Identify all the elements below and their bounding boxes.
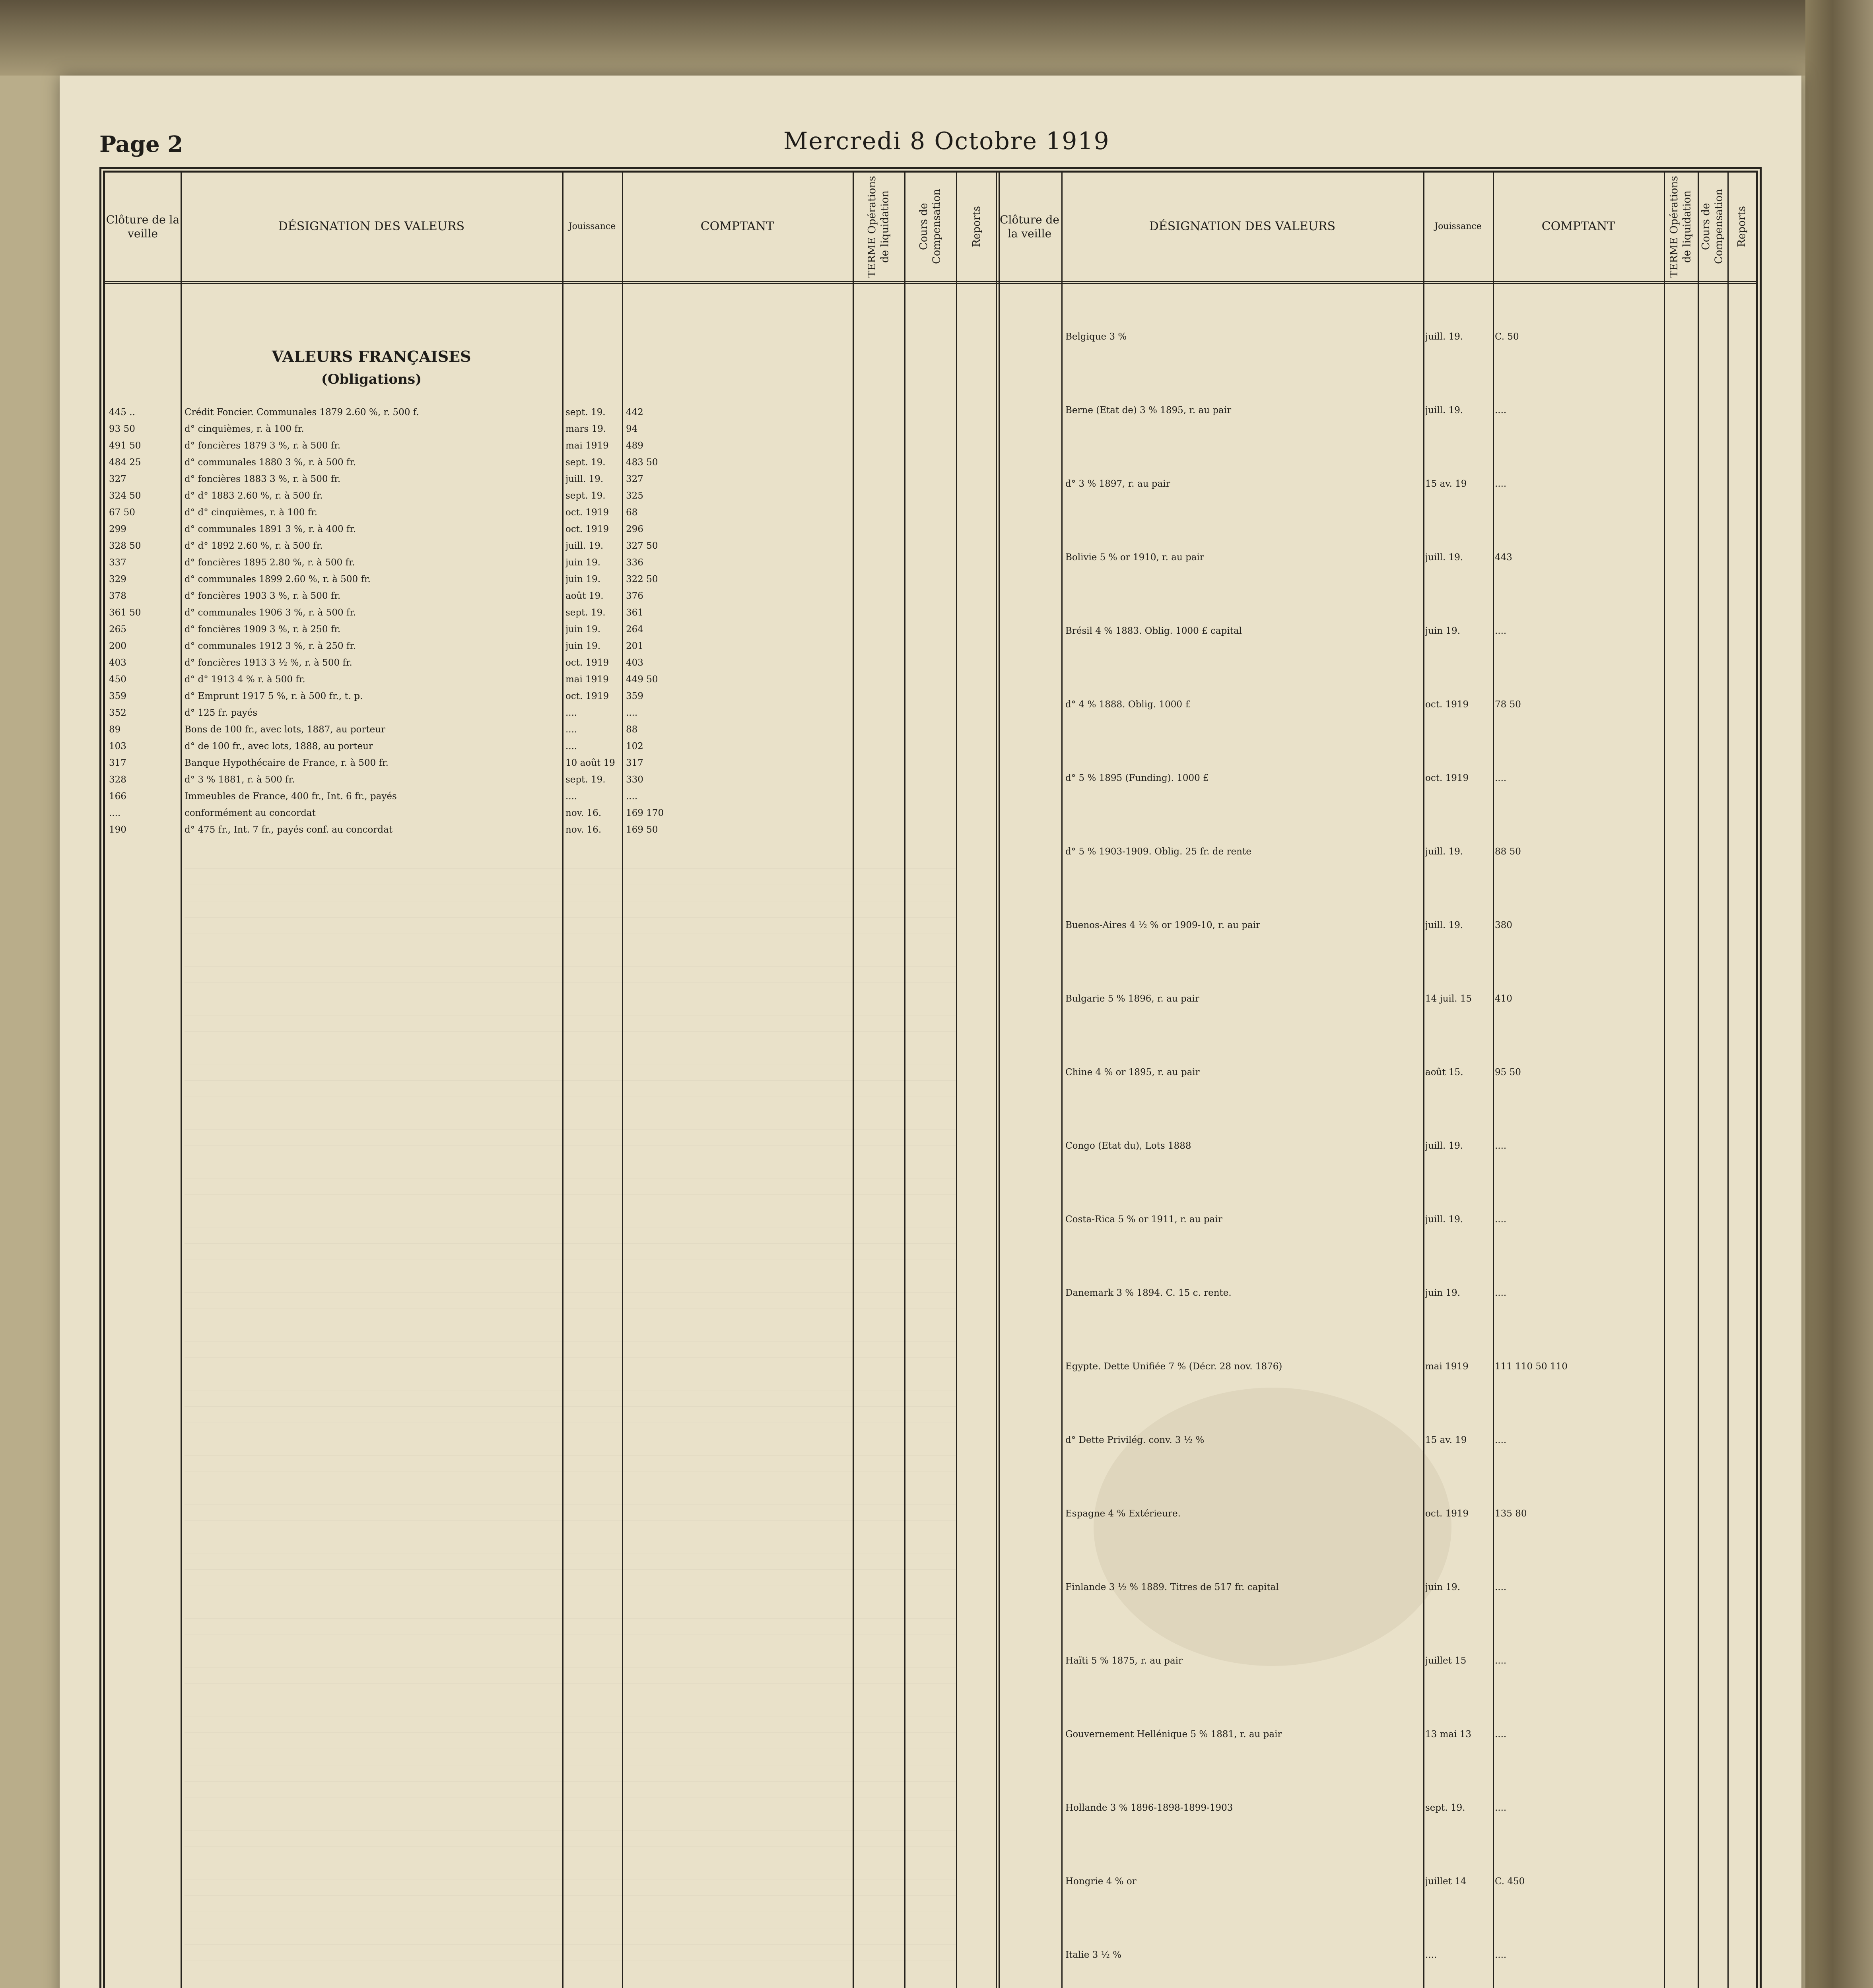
paper-stain — [1094, 1388, 1451, 1666]
cloture-cell: 200 — [109, 641, 126, 651]
col-reports-left-label: Reports — [971, 206, 983, 247]
designation-cell: d° communales 1906 3 %, r. à 500 fr. — [185, 608, 356, 618]
comptant-cell: 317 — [626, 758, 643, 768]
designation-cell: d° foncières 1895 2.80 %, r. à 500 fr. — [185, 557, 355, 568]
right-rows — [998, 332, 1757, 1988]
table-row — [105, 658, 996, 668]
comptant-cell: 94 — [626, 424, 638, 434]
comptant-cell: 169 50 — [626, 825, 658, 835]
jouissance-cell: nov. 16. — [565, 825, 602, 835]
table-row — [105, 524, 996, 534]
col-cloture-left: Clôture de la veille — [105, 173, 181, 284]
comptant-cell: .... — [1495, 1729, 1507, 1740]
jouissance-cell: .... — [565, 708, 577, 718]
comptant-cell: 296 — [626, 524, 643, 534]
comptant-cell: 442 — [626, 407, 643, 417]
designation-cell: d° communales 1880 3 %, r. à 500 fr. — [185, 457, 356, 468]
designation-cell: d° foncières 1883 3 %, r. à 500 fr. — [185, 474, 341, 484]
table-row — [105, 491, 996, 501]
table-row — [105, 441, 996, 451]
comptant-cell: 410 — [1495, 994, 1512, 1004]
jouissance-cell: sept. 19. — [565, 407, 606, 417]
jouissance-cell: juill. 19. — [1425, 1214, 1463, 1225]
designation-cell: d° de 100 fr., avec lots, 1888, au porteur — [185, 741, 373, 751]
quotation-table — [99, 167, 1762, 1988]
designation-cell: d° 475 fr., Int. 7 fr., payés conf. au concordat — [185, 825, 393, 835]
col-jouissance-left: Jouissance — [562, 173, 622, 284]
cloture-cell: 67 50 — [109, 507, 135, 518]
jouissance-cell: mai 1919 — [565, 674, 609, 685]
jouissance-cell: août 15. — [1425, 1067, 1463, 1077]
jouissance-cell: juin 19. — [565, 574, 601, 584]
cloture-cell: 299 — [109, 524, 126, 534]
comptant-cell: 336 — [626, 557, 643, 568]
col-cloture-right: Clôture de la veille — [998, 173, 1061, 284]
page-header — [99, 123, 1762, 159]
jouissance-cell: juillet 15 — [1425, 1656, 1467, 1666]
comptant-cell: .... — [1495, 1803, 1507, 1813]
comptant-cell: 325 — [626, 491, 643, 501]
comptant-cell: 361 — [626, 608, 643, 618]
table-row — [105, 507, 996, 518]
table-row — [998, 479, 1757, 489]
designation-cell: Espagne 4 % Extérieure. — [1065, 1508, 1181, 1519]
jouissance-cell: sept. 19. — [565, 775, 606, 785]
comptant-cell: 330 — [626, 775, 643, 785]
jouissance-cell: juin 19. — [565, 624, 601, 635]
col-cours-left-label: Cours de Compensation — [917, 189, 942, 264]
designation-cell: Bons de 100 fr., avec lots, 1887, au porteur — [185, 724, 386, 735]
cloture-cell: .... — [109, 808, 121, 818]
designation-cell: Bulgarie 5 % 1896, r. au pair — [1065, 994, 1199, 1004]
table-row — [998, 332, 1757, 342]
table-row — [105, 407, 996, 417]
cloture-cell: 378 — [109, 591, 126, 601]
table-row — [998, 1876, 1757, 1887]
table-row — [105, 457, 996, 468]
designation-cell: d° Emprunt 1917 5 %, r. à 500 fr., t. p. — [185, 691, 363, 701]
cloture-cell: 445 .. — [109, 407, 135, 417]
comptant-cell: 327 — [626, 474, 643, 484]
comptant-cell: .... — [1495, 1435, 1507, 1445]
jouissance-cell: juin 19. — [1425, 1582, 1461, 1592]
comptant-cell: .... — [1495, 405, 1507, 415]
cloture-cell: 324 50 — [109, 491, 141, 501]
cloture-cell: 327 — [109, 474, 126, 484]
jouissance-cell: oct. 1919 — [1425, 773, 1469, 783]
col-reports-right — [1727, 173, 1756, 284]
designation-cell: d° d° 1892 2.60 %, r. à 500 fr. — [185, 541, 323, 551]
table-row — [998, 626, 1757, 636]
jouissance-cell: sept. 19. — [565, 608, 606, 618]
cloture-cell: 328 — [109, 775, 126, 785]
comptant-cell: 359 — [626, 691, 643, 701]
designation-cell: d° communales 1891 3 %, r. à 400 fr. — [185, 524, 356, 534]
comptant-cell: 380 — [1495, 920, 1512, 930]
designation-cell: Immeubles de France, 400 fr., Int. 6 fr., payés — [185, 791, 397, 802]
jouissance-cell: 15 av. 19 — [1425, 1435, 1467, 1445]
designation-cell: Chine 4 % or 1895, r. au pair — [1065, 1067, 1200, 1077]
jouissance-cell: 15 av. 19 — [1425, 479, 1467, 489]
comptant-cell: 102 — [626, 741, 643, 751]
table-row — [998, 846, 1757, 857]
designation-cell: Crédit Foncier. Communales 1879 2.60 %, r. 500 f. — [185, 407, 419, 417]
jouissance-cell: 14 juil. 15 — [1425, 994, 1472, 1004]
designation-cell: d° 3 % 1897, r. au pair — [1065, 479, 1170, 489]
designation-cell: Berne (Etat de) 3 % 1895, r. au pair — [1065, 405, 1232, 415]
designation-cell: d° communales 1912 3 %, r. à 250 fr. — [185, 641, 356, 651]
comptant-cell: .... — [1495, 1141, 1507, 1151]
table-row — [998, 1214, 1757, 1225]
jouissance-cell: août 19. — [565, 591, 604, 601]
jouissance-cell: oct. 1919 — [565, 524, 609, 534]
cloture-cell: 329 — [109, 574, 126, 584]
jouissance-cell: juill. 19. — [1425, 332, 1463, 342]
table-row — [998, 994, 1757, 1004]
designation-cell: d° 5 % 1895 (Funding). 1000 £ — [1065, 773, 1209, 783]
designation-cell: Congo (Etat du), Lots 1888 — [1065, 1141, 1191, 1151]
table-row — [105, 775, 996, 785]
cloture-cell: 491 50 — [109, 441, 141, 451]
cloture-cell: 352 — [109, 708, 126, 718]
col-terme-left-label: TERME Opérations de liquidation — [866, 176, 891, 278]
designation-cell: d° Dette Privilég. conv. 3 ½ % — [1065, 1435, 1205, 1445]
table-row — [998, 1288, 1757, 1298]
table-row — [998, 699, 1757, 710]
designation-cell: conformément au concordat — [185, 808, 316, 818]
comptant-cell: .... — [1495, 1950, 1507, 1960]
comptant-cell: .... — [1495, 1214, 1507, 1225]
jouissance-cell: sept. 19. — [1425, 1803, 1465, 1813]
designation-cell: d° foncières 1903 3 %, r. à 500 fr. — [185, 591, 341, 601]
scan-binding-edge — [1805, 0, 1873, 1988]
table-row — [105, 624, 996, 635]
designation-cell: Egypte. Dette Unifiée 7 % (Décr. 28 nov. 1876) — [1065, 1361, 1282, 1372]
comptant-cell: 68 — [626, 507, 638, 518]
col-cours-right — [1698, 173, 1727, 284]
section-obligations: (Obligations) — [321, 371, 422, 387]
comptant-cell: .... — [626, 708, 638, 718]
comptant-cell: .... — [1495, 1656, 1507, 1666]
table-row — [105, 825, 996, 835]
designation-cell: d° foncières 1913 3 ½ %, r. à 500 fr. — [185, 658, 352, 668]
designation-cell: Finlande 3 ½ % 1889. Titres de 517 fr. capital — [1065, 1582, 1279, 1592]
scan-top-edge — [0, 0, 1805, 76]
designation-cell: Bolivie 5 % or 1910, r. au pair — [1065, 552, 1204, 563]
jouissance-cell: juill. 19. — [1425, 552, 1463, 563]
cloture-cell: 450 — [109, 674, 126, 685]
table-row — [105, 724, 996, 735]
table-row — [998, 552, 1757, 563]
jouissance-cell: juin 19. — [565, 557, 601, 568]
table-row — [105, 691, 996, 701]
table-row — [998, 405, 1757, 415]
comptant-cell: C. 50 — [1495, 332, 1519, 342]
col-designation-right: DÉSIGNATION DES VALEURS — [1061, 173, 1423, 284]
jouissance-cell: .... — [565, 791, 577, 802]
cloture-cell: 361 50 — [109, 608, 141, 618]
comptant-cell: C. 450 — [1495, 1876, 1525, 1887]
table-row — [105, 641, 996, 651]
page-number: Page 2 — [99, 131, 183, 157]
jouissance-cell: juin 19. — [1425, 626, 1461, 636]
designation-cell: d° 4 % 1888. Oblig. 1000 £ — [1065, 699, 1191, 710]
table-row — [105, 741, 996, 751]
jouissance-cell: juill. 19. — [1425, 846, 1463, 857]
cloture-cell: 328 50 — [109, 541, 141, 551]
table-row — [998, 1067, 1757, 1077]
cloture-cell: 359 — [109, 691, 126, 701]
col-cours-right-label: Cours de Compensation — [1700, 189, 1725, 264]
designation-cell: Belgique 3 % — [1065, 332, 1127, 342]
cloture-cell: 403 — [109, 658, 126, 668]
col-reports-left — [956, 173, 998, 284]
col-jouissance-right: Jouissance — [1423, 173, 1493, 284]
jouissance-cell: juin 19. — [565, 641, 601, 651]
jouissance-cell: mai 1919 — [1425, 1361, 1469, 1372]
designation-cell: Banque Hypothécaire de France, r. à 500 fr. — [185, 758, 389, 768]
section-valeurs-francaises: VALEURS FRANÇAISES — [272, 348, 471, 365]
jouissance-cell: .... — [565, 724, 577, 735]
jouissance-cell: .... — [1425, 1950, 1437, 1960]
designation-cell: Hongrie 4 % or — [1065, 1876, 1137, 1887]
table-row — [105, 608, 996, 618]
comptant-cell: 264 — [626, 624, 643, 635]
table-row — [105, 791, 996, 802]
jouissance-cell: juill. 19. — [1425, 1141, 1463, 1151]
table-row — [105, 591, 996, 601]
left-dense-listing — [185, 852, 956, 1988]
designation-cell: d° 3 % 1881, r. à 500 fr. — [185, 775, 295, 785]
designation-cell: Brésil 4 % 1883. Oblig. 1000 £ capital — [1065, 626, 1242, 636]
jouissance-cell: juillet 14 — [1425, 1876, 1467, 1887]
designation-cell: Haïti 5 % 1875, r. au pair — [1065, 1656, 1183, 1666]
comptant-cell: 327 50 — [626, 541, 658, 551]
comptant-cell: 111 110 50 110 — [1495, 1361, 1568, 1372]
jouissance-cell: juill. 19. — [565, 474, 604, 484]
table-row — [105, 424, 996, 434]
designation-cell: Italie 3 ½ % — [1065, 1950, 1122, 1960]
jouissance-cell: mars 19. — [565, 424, 606, 434]
table-row — [105, 674, 996, 685]
col-comptant-right: COMPTANT — [1493, 173, 1664, 284]
designation-cell: Buenos-Aires 4 ½ % or 1909-10, r. au pair — [1065, 920, 1261, 930]
cloture-cell: 190 — [109, 825, 126, 835]
comptant-cell: 78 50 — [1495, 699, 1521, 710]
comptant-cell: 449 50 — [626, 674, 658, 685]
cloture-cell: 89 — [109, 724, 121, 735]
table-row — [998, 1803, 1757, 1813]
comptant-cell: .... — [1495, 479, 1507, 489]
designation-cell: d° foncières 1909 3 %, r. à 250 fr. — [185, 624, 341, 635]
comptant-cell: 489 — [626, 441, 643, 451]
col-terme-right — [1664, 173, 1698, 284]
jouissance-cell: 10 août 19 — [565, 758, 615, 768]
jouissance-cell: mai 1919 — [565, 441, 609, 451]
jouissance-cell: oct. 1919 — [565, 691, 609, 701]
table-row — [998, 1361, 1757, 1372]
table-row — [105, 758, 996, 768]
jouissance-cell: juill. 19. — [1425, 920, 1463, 930]
col-cours-left — [904, 173, 956, 284]
table-row — [998, 1729, 1757, 1740]
designation-cell: d° d° 1913 4 % r. à 500 fr. — [185, 674, 305, 685]
newspaper-page — [60, 76, 1801, 1988]
comptant-cell: .... — [1495, 1288, 1507, 1298]
jouissance-cell: juill. 19. — [1425, 405, 1463, 415]
designation-cell: d° d° cinquièmes, r. à 100 fr. — [185, 507, 318, 518]
comptant-cell: 483 50 — [626, 457, 658, 468]
table-row — [105, 557, 996, 568]
table-row — [105, 708, 996, 718]
jouissance-cell: .... — [565, 741, 577, 751]
comptant-cell: 88 50 — [1495, 846, 1521, 857]
comptant-cell: 135 80 — [1495, 1508, 1527, 1519]
designation-cell: Costa-Rica 5 % or 1911, r. au pair — [1065, 1214, 1222, 1225]
table-row — [105, 474, 996, 484]
col-reports-right-label: Reports — [1735, 206, 1748, 247]
col-comptant-left: COMPTANT — [622, 173, 853, 284]
jouissance-cell: sept. 19. — [565, 457, 606, 468]
designation-cell: Gouvernement Hellénique 5 % 1881, r. au pair — [1065, 1729, 1282, 1740]
jouissance-cell: nov. 16. — [565, 808, 602, 818]
table-row — [998, 1141, 1757, 1151]
comptant-cell: 376 — [626, 591, 643, 601]
designation-cell: d° 125 fr. payés — [185, 708, 258, 718]
comptant-cell: 169 170 — [626, 808, 664, 818]
comptant-cell: 88 — [626, 724, 638, 735]
col-designation-left: DÉSIGNATION DES VALEURS — [181, 173, 562, 284]
cloture-cell: 337 — [109, 557, 126, 568]
table-row — [105, 574, 996, 584]
col-terme-right-label: TERME Opérations de liquidation — [1668, 176, 1693, 278]
comptant-cell: .... — [1495, 1582, 1507, 1592]
cloture-cell: 265 — [109, 624, 126, 635]
jouissance-cell: oct. 1919 — [565, 658, 609, 668]
comptant-cell: 201 — [626, 641, 643, 651]
jouissance-cell: 13 mai 13 — [1425, 1729, 1472, 1740]
cloture-cell: 166 — [109, 791, 126, 802]
table-row — [105, 541, 996, 551]
cloture-cell: 317 — [109, 758, 126, 768]
cloture-cell: 484 25 — [109, 457, 141, 468]
col-terme-left — [853, 173, 904, 284]
designation-cell: Hollande 3 % 1896-1898-1899-1903 — [1065, 1803, 1233, 1813]
comptant-cell: 403 — [626, 658, 643, 668]
cloture-cell: 93 50 — [109, 424, 135, 434]
designation-cell: d° communales 1899 2.60 %, r. à 500 fr. — [185, 574, 371, 584]
jouissance-cell: oct. 1919 — [1425, 699, 1469, 710]
comptant-cell: 322 50 — [626, 574, 658, 584]
page-date: Mercredi 8 Octobre 1919 — [783, 127, 1110, 155]
table-row — [998, 773, 1757, 783]
jouissance-cell: sept. 19. — [565, 491, 606, 501]
designation-cell: Danemark 3 % 1894. C. 15 c. rente. — [1065, 1288, 1232, 1298]
comptant-cell: .... — [1495, 773, 1507, 783]
jouissance-cell: juin 19. — [1425, 1288, 1461, 1298]
designation-cell: d° d° 1883 2.60 %, r. à 500 fr. — [185, 491, 323, 501]
designation-cell: d° cinquièmes, r. à 100 fr. — [185, 424, 304, 434]
cloture-cell: 103 — [109, 741, 126, 751]
jouissance-cell: juill. 19. — [565, 541, 604, 551]
comptant-cell: .... — [1495, 626, 1507, 636]
table-row — [998, 1656, 1757, 1666]
table-row — [998, 920, 1757, 930]
designation-cell: d° foncières 1879 3 %, r. à 500 fr. — [185, 441, 341, 451]
comptant-cell: .... — [626, 791, 638, 802]
jouissance-cell: oct. 1919 — [1425, 1508, 1469, 1519]
table-row — [105, 808, 996, 818]
jouissance-cell: oct. 1919 — [565, 507, 609, 518]
comptant-cell: 443 — [1495, 552, 1512, 563]
table-row — [998, 1950, 1757, 1960]
comptant-cell: 95 50 — [1495, 1067, 1521, 1077]
designation-cell: d° 5 % 1903-1909. Oblig. 25 fr. de rente — [1065, 846, 1251, 857]
